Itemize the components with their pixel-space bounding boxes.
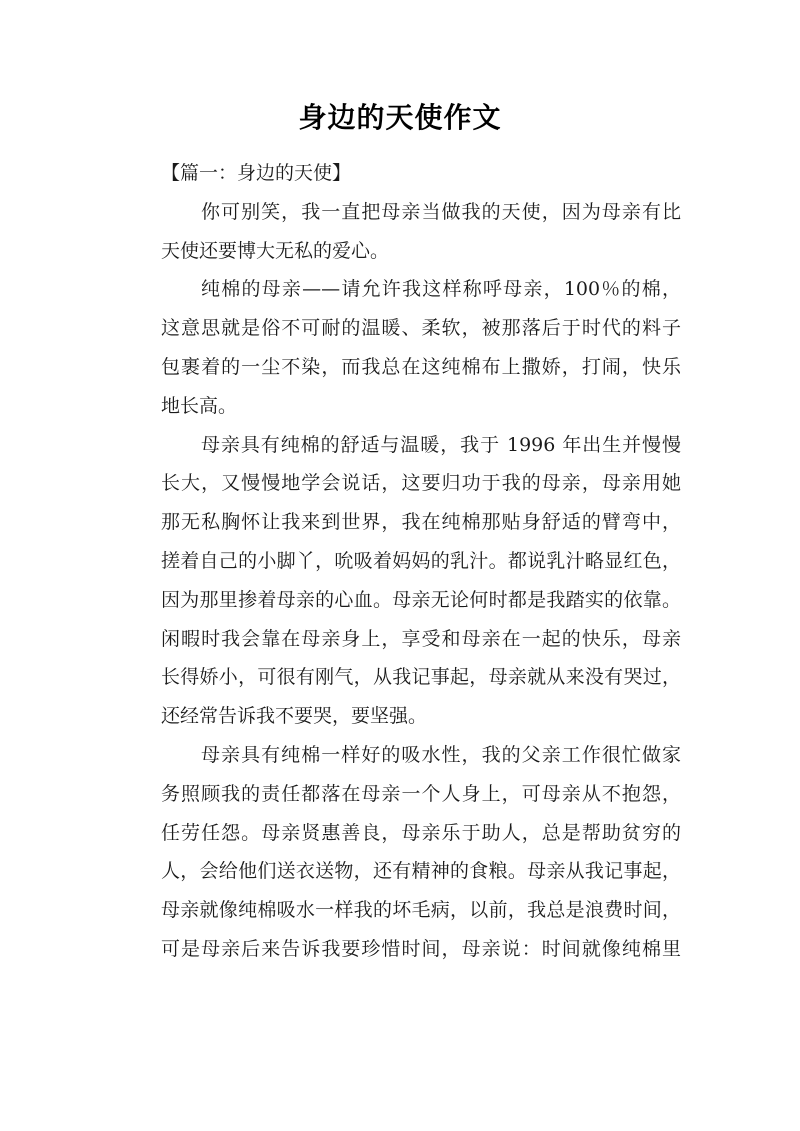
paragraph-line: 长得娇小，可很有刚气，从我记事起，母亲就从来没有哭过，: [161, 666, 681, 689]
paragraph-line: 任劳任怨。母亲贤惠善良，母亲乐于助人，总是帮助贫穷的: [161, 821, 681, 844]
paragraph-line: 还经常告诉我不要哭，要坚强。: [161, 705, 428, 728]
document-body: [121, 154, 681, 969]
paragraph-line: 母亲具有纯棉的舒适与温暖，我于 1996 年出生并慢慢: [201, 433, 681, 456]
paragraph-line: 人，会给他们送衣送物，还有精神的食粮。母亲从我记事起，: [161, 860, 681, 883]
paragraph-line: 你可别笑，我一直把母亲当做我的天使，因为母亲有比: [201, 200, 681, 223]
paragraph-line: 纯棉的母亲——请允许我这样称呼母亲，100％的棉，: [201, 278, 681, 301]
paragraph-line: 母亲就像纯棉吸水一样我的坏毛病，以前，我总是浪费时间，: [161, 899, 681, 922]
paragraph-line: 天使还要博大无私的爱心。: [161, 239, 390, 262]
paragraph-1: [121, 193, 681, 271]
paragraph-line: 那无私胸怀让我来到世界，我在纯棉那贴身舒适的臂弯中，: [161, 511, 681, 534]
paragraph-line: 可是母亲后来告诉我要珍惜时间，母亲说：时间就像纯棉里: [161, 937, 681, 960]
section-heading: 【篇一：身边的天使】: [161, 162, 352, 184]
paragraph-2: [121, 270, 681, 425]
paragraph-3: [121, 426, 681, 736]
paragraph-line: 搓着自己的小脚丫，吮吸着妈妈的乳汁。都说乳汁略显红色，: [161, 549, 681, 572]
paragraph-line: 因为那里掺着母亲的心血。母亲无论何时都是我踏实的依靠。: [161, 588, 681, 611]
paragraph-line: 包裹着的一尘不染，而我总在这纯棉布上撒娇，打闹，快乐: [161, 355, 681, 378]
document-title: 身边的天使作文: [298, 101, 502, 134]
paragraph-line: 地长高。: [161, 394, 238, 417]
paragraph-4: [121, 736, 681, 969]
paragraph-line: 母亲具有纯棉一样好的吸水性，我的父亲工作很忙做家: [201, 743, 681, 766]
paragraph-line: 务照顾我的责任都落在母亲一个人身上，可母亲从不抱怨，: [161, 782, 681, 805]
paragraph-line: 长大，又慢慢地学会说话，这要归功于我的母亲，母亲用她: [161, 472, 681, 495]
paragraph-line: 闲暇时我会靠在母亲身上，享受和母亲在一起的快乐，母亲: [161, 627, 681, 650]
paragraph-line: 这意思就是俗不可耐的温暖、柔软，被那落后于时代的料子: [161, 317, 681, 340]
